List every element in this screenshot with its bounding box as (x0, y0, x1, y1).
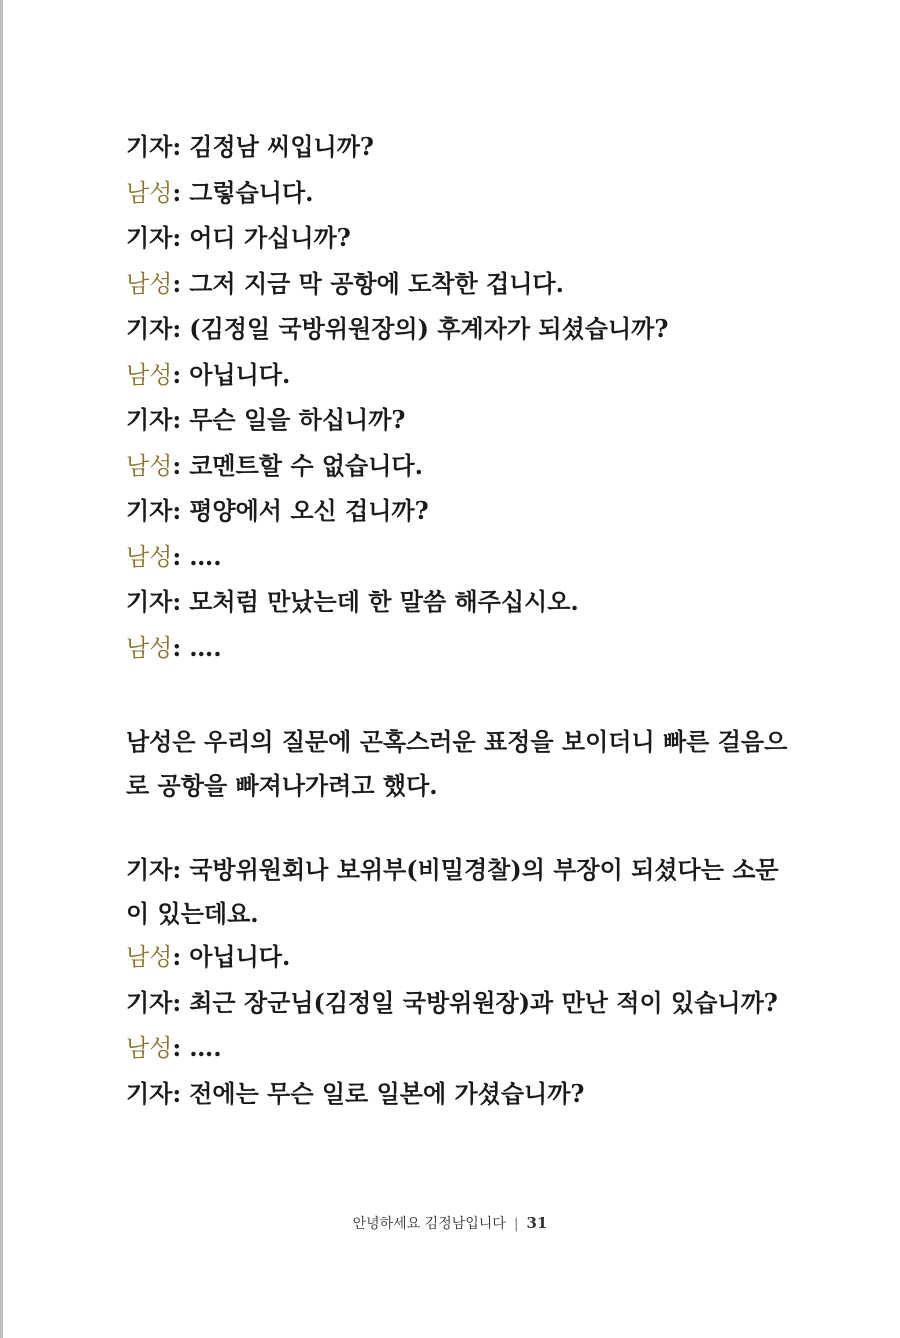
speaker-label: 기자 (126, 405, 173, 434)
dialogue-line: 남성: …. (126, 1033, 222, 1062)
speaker-label: 남성 (126, 360, 173, 389)
speaker-label: 기자 (126, 987, 173, 1017)
speaker-label: 남성 (126, 542, 173, 571)
speaker-label: 남성 (126, 269, 173, 298)
dialogue-line: 남성: 그저 지금 막 공항에 도착한 겁니다. (126, 268, 564, 298)
speaker-label: 남성 (126, 943, 173, 971)
page-edge (0, 0, 3, 1338)
dialogue-text: 그저 지금 막 공항에 도착한 겁니다. (189, 268, 564, 298)
dialogue-block-1 (126, 132, 806, 663)
dialogue-line: 기자: 국방위원회나 보위부(비밀경찰)의 부장이 되셨다는 소문이 있는데요. (126, 855, 779, 928)
paragraph-gap (126, 678, 806, 720)
dialogue-text: (김정일 국방위원장의) 후계자가 되셨습니까? (189, 314, 669, 343)
speaker-label: 남성 (126, 633, 173, 662)
dialogue-text: 아닙니다. (189, 942, 291, 971)
dialogue-line: 기자: 무슨 일을 하십니까? (126, 405, 406, 434)
dialogue-line: 남성: 코멘트할 수 없습니다. (126, 450, 423, 480)
dialogue-line: 기자: 최근 장군님(김정일 국방위원장)과 만난 적이 있습니까? (126, 987, 778, 1017)
dialogue-text: 무슨 일을 하십니까? (189, 405, 406, 434)
dialogue-line: 기자: 전에는 무슨 일로 일본에 가셨습니까? (126, 1078, 585, 1108)
dialogue-text: 김정남 씨입니까? (189, 132, 374, 161)
dialogue-text: 최근 장군님(김정일 국방위원장)과 만난 적이 있습니까? (189, 987, 778, 1017)
dialogue-line: 남성: 그렇습니다. (126, 177, 314, 207)
speaker-label: 남성 (126, 1034, 173, 1062)
speaker-label: 기자 (126, 314, 173, 343)
dialogue-line: 기자: (김정일 국방위원장의) 후계자가 되셨습니까? (126, 314, 669, 343)
footer-separator: | (513, 1216, 519, 1232)
running-title: 안녕하세요 김정남입니다 (352, 1216, 506, 1232)
dialogue-text: 어디 가십니까? (189, 223, 351, 252)
speaker-label: 기자 (126, 223, 173, 252)
dialogue-line: 기자: 어디 가십니까? (126, 223, 351, 252)
dialogue-line: 기자: 김정남 씨입니까? (126, 132, 374, 161)
speaker-label: 기자 (126, 855, 173, 884)
dialogue-text: …. (189, 541, 222, 571)
dialogue-line: 남성: 아닙니다. (126, 359, 291, 389)
speaker-label: 기자 (126, 132, 173, 161)
paragraph-gap (126, 808, 806, 848)
dialogue-line: 남성: 아닙니다. (126, 942, 291, 971)
speaker-label: 기자 (126, 587, 173, 616)
speaker-label: 기자 (126, 496, 173, 525)
dialogue-text: 평양에서 오신 겁니까? (189, 496, 429, 525)
dialogue-text: 모처럼 만났는데 한 말씀 해주십시오. (189, 587, 579, 616)
dialogue-text: 그렇습니다. (189, 177, 314, 207)
speaker-label: 기자 (126, 1078, 173, 1108)
page-body (126, 132, 806, 1124)
dialogue-text: 국방위원회나 보위부(비밀경찰)의 부장이 되셨다는 소문이 있는데요. (126, 855, 779, 928)
speaker-label: 남성 (126, 451, 173, 480)
speaker-label: 남성 (126, 178, 173, 207)
page-footer (0, 1213, 900, 1233)
dialogue-text: …. (189, 1033, 222, 1062)
dialogue-line: 남성: …. (126, 632, 222, 662)
narration-paragraph: 남성은 우리의 질문에 곤혹스러운 표정을 보이더니 빠른 걸음으로 공항을 빠져나가려고 했다. (126, 727, 788, 800)
dialogue-text: 아닙니다. (189, 359, 291, 389)
page-number: 31 (526, 1214, 548, 1232)
dialogue-block-2 (126, 848, 806, 1109)
dialogue-text: 코멘트할 수 없습니다. (189, 450, 423, 480)
dialogue-line: 남성: …. (126, 541, 222, 571)
dialogue-line: 기자: 모처럼 만났는데 한 말씀 해주십시오. (126, 587, 579, 616)
dialogue-text: …. (189, 632, 222, 662)
dialogue-line: 기자: 평양에서 오신 겁니까? (126, 496, 429, 525)
dialogue-text: 전에는 무슨 일로 일본에 가셨습니까? (189, 1078, 585, 1108)
